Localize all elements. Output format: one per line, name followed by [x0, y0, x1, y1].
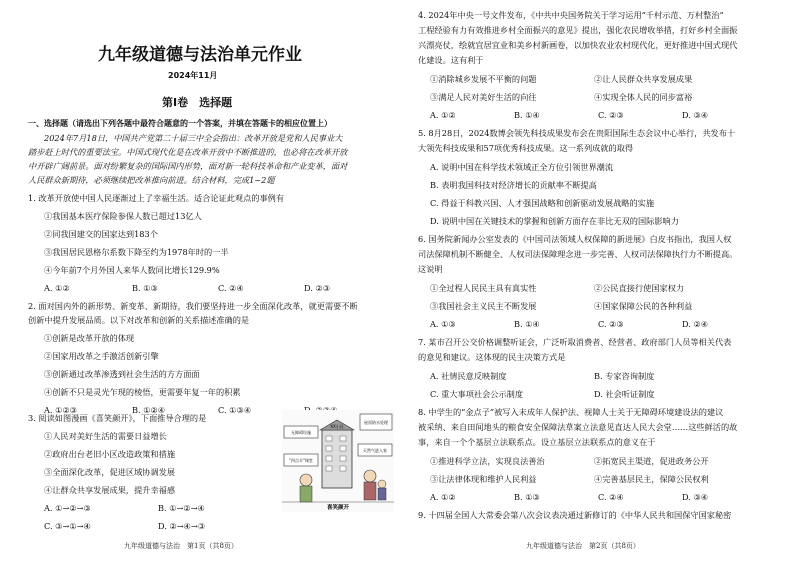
- question-stem: 兴漂亮仗，绘就宜居宜业和美乡村新画卷，以加快农业农村现代化，更好推进中国式现代: [418, 40, 738, 50]
- statement-item: ①消除城乡发展不平衡的问题: [430, 74, 537, 84]
- cartoon-label: "四点半"课堂: [289, 458, 313, 463]
- volume-heading: 第Ⅰ卷 选择题: [162, 96, 233, 109]
- cartoon-label: 天然气进入家: [363, 448, 387, 453]
- statement-item: ②拓宽民主渠道，促进政务公开: [594, 456, 709, 466]
- question-stem: 大领先科技成果和57项优秀科技成果。这一系列成就的取得: [418, 143, 634, 153]
- question-stem: 创新中提升发展品质。以下对改革和创新的关系描述准确的是: [28, 315, 250, 325]
- question-stem: 化建设。这有利于: [418, 55, 484, 65]
- answer-option[interactable]: C. ②③: [598, 319, 624, 329]
- statement-item: ③全面深化改革，促进区域协调发展: [44, 467, 176, 477]
- answer-option[interactable]: C. 得益于科教兴国、人才强国战略和创新驱动发展战略的实施: [430, 198, 655, 208]
- intro-line: 2024年7月18日，中国共产党第二十届三中全会指出：改革开放是党和人民事业大: [44, 133, 343, 143]
- answer-option[interactable]: D. 社会听证制度: [594, 389, 655, 399]
- answer-option[interactable]: C. ③→①→④: [44, 521, 91, 531]
- answer-option[interactable]: B. ①④: [514, 110, 540, 120]
- statement-item: ②同我国建交的国家达到183个: [44, 229, 158, 239]
- statement-item: ③我国社会主义民主不断发展: [430, 301, 537, 311]
- intro-line: 人民群众新期待，必须继续把改革推向前进。结合材料，完成1~2题: [28, 175, 275, 185]
- cartoon-label: XX小区: [330, 424, 344, 429]
- answer-option[interactable]: D. 说明中国在关键技术的掌握和创新方面存在非比无双的国际影响力: [430, 216, 679, 226]
- page-title: 九年级道德与法治单元作业: [98, 45, 302, 65]
- answer-option[interactable]: A. 说明中国在科学技术领域正全方位引领世界潮流: [430, 162, 614, 172]
- question-stem: 工程经验有力有效推进乡村全面振兴的意见》提出，强化农民增收举措，打好乡村全面振: [418, 25, 738, 35]
- answer-option[interactable]: A. 社情民意反映制度: [430, 371, 507, 381]
- cartoon-label: 无障碍设施: [291, 430, 311, 435]
- statement-item: ①全过程人民民主具有真实性: [430, 283, 537, 293]
- answer-option[interactable]: B. 表明我国科技对经济增长的贡献率不断提高: [430, 180, 597, 190]
- statement-item: ③我国居民恩格尔系数下降至约为1978年时的一半: [44, 247, 229, 257]
- answer-option[interactable]: C. ②④: [598, 492, 624, 502]
- question-stem: 9. 十四届全国人大常委会第八次会议表决通过新修订的《中华人民共和国保守国家秘密: [418, 510, 732, 520]
- answer-option[interactable]: B. ①→②→④: [158, 503, 205, 513]
- answer-option[interactable]: A. ①②: [44, 283, 70, 293]
- answer-option[interactable]: A. ①③: [430, 319, 456, 329]
- statement-item: ①推进科学立法，实现良法善治: [430, 456, 545, 466]
- question-stem: 司法保障机制不断健全、人权司法保障理念进一步完善、人权司法保障执行力不断提高。: [418, 249, 738, 259]
- answer-option[interactable]: D. ③④: [682, 110, 709, 120]
- answer-option[interactable]: B. ①④: [514, 319, 540, 329]
- page-footer: 九年级道德与法治 第2页（共8页）: [526, 542, 640, 550]
- statement-item: ①人民对美好生活的需要日益增长: [44, 431, 167, 441]
- question-stem: 这说明: [418, 264, 443, 274]
- question-stem: 事，来自一个个基层立法联系点。设立基层立法联系点的意义在于: [418, 437, 656, 447]
- statement-item: ②国家用改革之手激活创新引擎: [44, 351, 159, 361]
- question-stem: 3. 阅读如图漫画《喜笑颜开》，下面推导合理的是: [28, 413, 207, 423]
- cartoon-label: 屋顶防水处理: [364, 420, 388, 425]
- answer-option[interactable]: C. ①③④: [218, 405, 252, 415]
- answer-option[interactable]: B. ①②④: [132, 405, 166, 415]
- question-stem: 1. 改革开放使中国人民逐渐过上了幸福生活。适合论证此观点的事例有: [28, 193, 285, 203]
- statement-item: ③满足人民对美好生活的向往: [430, 92, 537, 102]
- answer-option[interactable]: D. ②④: [682, 319, 709, 329]
- statement-item: ④让群众共享发展成果，提升幸福感: [44, 485, 176, 495]
- answer-option[interactable]: C. 重大事项社会公示制度: [430, 389, 524, 399]
- statement-item: ④实现全体人民的同步富裕: [594, 92, 693, 102]
- statement-item: ①我国基本医疗保险参保人数已超过13亿人: [44, 211, 202, 221]
- answer-option[interactable]: D. ③④: [682, 492, 709, 502]
- answer-option[interactable]: A. ①②: [430, 110, 456, 120]
- page-footer: 九年级道德与法治 第1页（共8页）: [124, 542, 238, 550]
- answer-option[interactable]: A. ①②③: [44, 405, 78, 415]
- answer-option[interactable]: B. 专家咨询制度: [594, 371, 655, 381]
- answer-option[interactable]: D. ②→④→③: [158, 521, 206, 531]
- statement-item: ②公民直接行使国家权力: [594, 283, 685, 293]
- statement-item: ③让法律体现和维护人民利益: [430, 474, 537, 484]
- question-stem: 4. 2024年中央一号文件发布，《中共中央国务院关于学习运用“千村示范、万村整治”: [418, 10, 724, 20]
- question-stem: 8. 中学生的“金点子”被写入未成年人保护法、视障人士关于无障碍环境建设法的建议: [418, 407, 724, 417]
- page-date: 2024年11月: [168, 71, 218, 80]
- question-stem: 6. 国务院新闻办公室发表的《中国司法领域人权保障的新进展》白皮书指出，我国人权: [418, 234, 732, 244]
- question-stem: 的意见和建议。这体现的民主决策方式是: [418, 352, 566, 362]
- statement-item: ④创新不只是灵光乍现的棱悟，更需要年复一年的积累: [44, 387, 241, 397]
- section-heading: 一、选择题（请选出下列各题中最符合题意的一个答案，并填在答题卡的相应位置上）: [28, 119, 332, 128]
- cartoon-caption: 喜笑颜开: [326, 505, 350, 511]
- question-stem: 7. 某市召开公交价格调整听证会，广泛听取消费者、经营者、政府部门人员等相关代表: [418, 337, 732, 347]
- intro-line: 踏步赶上时代的重要法宝。中国式现代化是在改革开放中不断推进的，也必将在改革开放: [28, 147, 348, 157]
- statement-item: ②让人民群众共享发展成果: [594, 74, 693, 84]
- question-stem: 2. 面对国内外的新形势、新变革、新期待，我们要坚持进一步全面深化改革，就更需要不断: [28, 301, 358, 311]
- intro-line: 中开辟广阔前景。面对纷繁复杂的国际国内形势，面对新一轮科技革命和产业变革，面对: [28, 161, 348, 171]
- answer-option[interactable]: B. ①③: [514, 492, 540, 502]
- question-stem: 被采纳、来自田间地头的粮食安全保障法草案立法意见直达人民大会堂……这些鲜活的故: [418, 422, 738, 432]
- statement-item: ④今年前7个月外国人来华人数同比增长129.9%: [44, 265, 220, 275]
- answer-option[interactable]: C. ②④: [218, 283, 244, 293]
- answer-option[interactable]: B. ①③: [132, 283, 158, 293]
- statement-item: ②政府出台老旧小区改造政策和措施: [44, 449, 176, 459]
- answer-option[interactable]: C. ②③: [598, 110, 624, 120]
- statement-item: ①创新是改革开放的体现: [44, 333, 135, 343]
- statement-item: ③创新通过改革渗透到社会生活的方方面面: [44, 369, 200, 379]
- statement-item: ④完善基层民主，保障公民权利: [594, 474, 709, 484]
- answer-option[interactable]: A. ①②: [430, 492, 456, 502]
- answer-option[interactable]: D. ②③: [304, 283, 331, 293]
- cartoon-illustration: [282, 410, 394, 512]
- question-stem: 5. 8月28日，2024数博会领先科技成果发布会在贵阳国际生态会议中心举行，共发布十: [418, 128, 736, 138]
- answer-option[interactable]: A. ①→②→③: [44, 503, 91, 513]
- statement-item: ④国家保障公民的各种利益: [594, 301, 693, 311]
